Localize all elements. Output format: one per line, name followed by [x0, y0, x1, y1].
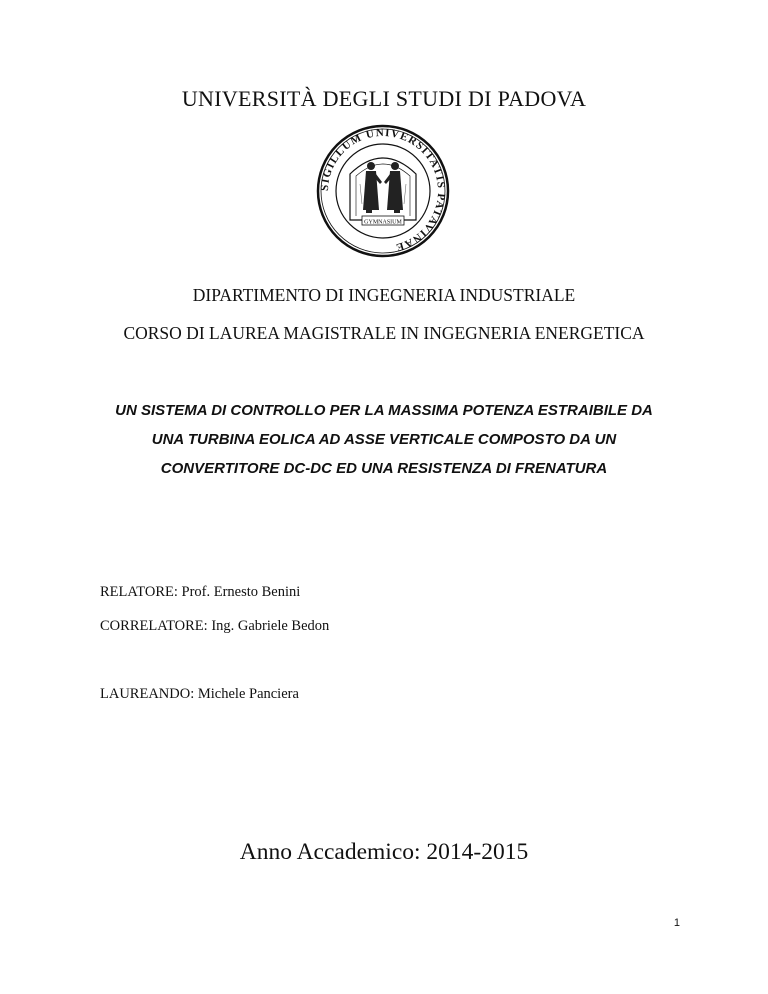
- university-seal-icon: [316, 124, 450, 258]
- thesis-title-line: UNA TURBINA EOLICA AD ASSE VERTICALE COMPOSTO DA UN: [151, 431, 617, 448]
- supervisor: RELATORE: Prof. Ernesto Benini: [100, 584, 301, 600]
- thesis-title-line: UN SISTEMA DI CONTROLLO PER LA MASSIMA POTENZA ESTRAIBILE DA: [115, 402, 653, 419]
- department-name: DIPARTIMENTO DI INGEGNERIA INDUSTRIALE: [192, 285, 576, 305]
- university-name: UNIVERSITÀ DEGLI STUDI DI PADOVA: [181, 86, 587, 111]
- academic-year: Anno Accademico: 2014-2015: [239, 839, 529, 865]
- thesis-title-line: CONVERTITORE DC-DC ED UNA RESISTENZA DI FRENATURA: [160, 460, 608, 477]
- co-supervisor: CORRELATORE: Ing. Gabriele Bedon: [100, 618, 330, 634]
- seal-inner-label: GYMNASIUM: [364, 219, 402, 226]
- course-name: CORSO DI LAUREA MAGISTRALE IN INGEGNERIA ENERGETICA: [123, 323, 645, 343]
- page-number: 1: [673, 917, 680, 929]
- seal-legend: SIGILLUM UNIVERSITATIS PATAVINAE: [318, 126, 448, 254]
- graduand: LAUREANDO: Michele Panciera: [100, 686, 299, 702]
